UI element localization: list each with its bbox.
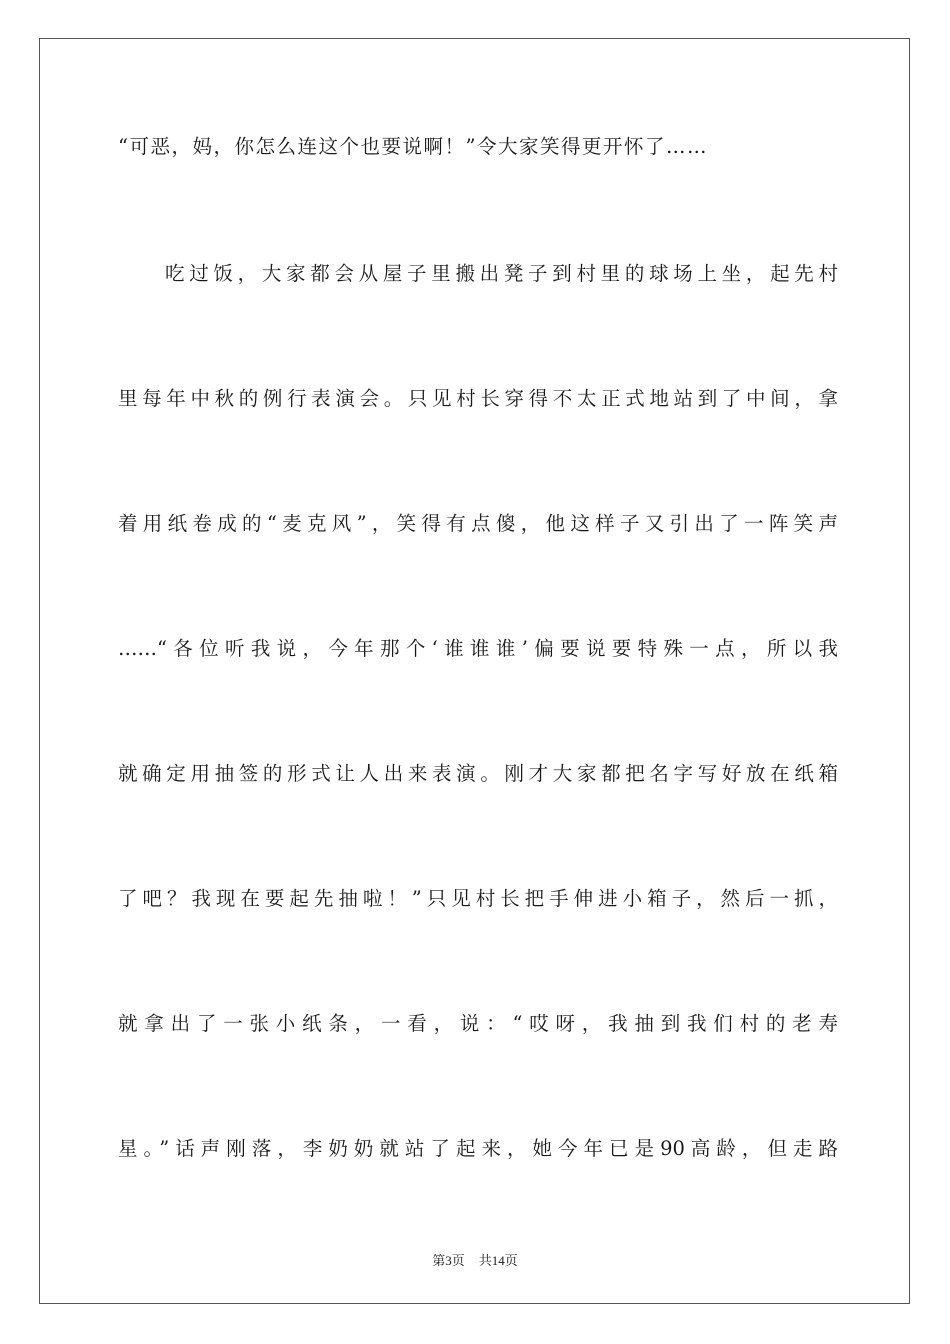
paragraph-line: 星。”话声刚落，李奶奶就站了起来，她今年已是90高龄，但走路	[118, 1137, 838, 1160]
paragraph-line: 里每年中秋的例行表演会。只见村长穿得不太正式地站到了中间，拿	[118, 387, 838, 410]
paragraph-line: ……“各位听我说，今年那个‘谁谁谁’偏要说要特殊一点，所以我	[118, 637, 838, 660]
paragraph-line: 吃过饭，大家都会从屋子里搬出凳子到村里的球场上坐，起先村	[165, 262, 838, 285]
paragraph-line: “可恶，妈，你怎么连这个也要说啊！”令大家笑得更开怀了……	[118, 135, 708, 158]
paragraph-line: 就确定用抽签的形式让人出来表演。刚才大家都把名字写好放在纸箱	[118, 762, 838, 785]
page-footer	[0, 1250, 950, 1269]
page-number: 第3页	[432, 1253, 465, 1268]
page-border	[39, 38, 910, 1304]
paragraph-line: 了吧？我现在要起先抽啦！”只见村长把手伸进小箱子，然后一抓，	[118, 887, 838, 910]
paragraph-line: 就拿出了一张小纸条，一看，说：“哎呀，我抽到我们村的老寿	[118, 1012, 838, 1035]
page-total: 共14页	[478, 1253, 518, 1268]
paragraph-line: 着用纸卷成的“麦克风”，笑得有点傻，他这样子又引出了一阵笑声	[118, 512, 838, 535]
